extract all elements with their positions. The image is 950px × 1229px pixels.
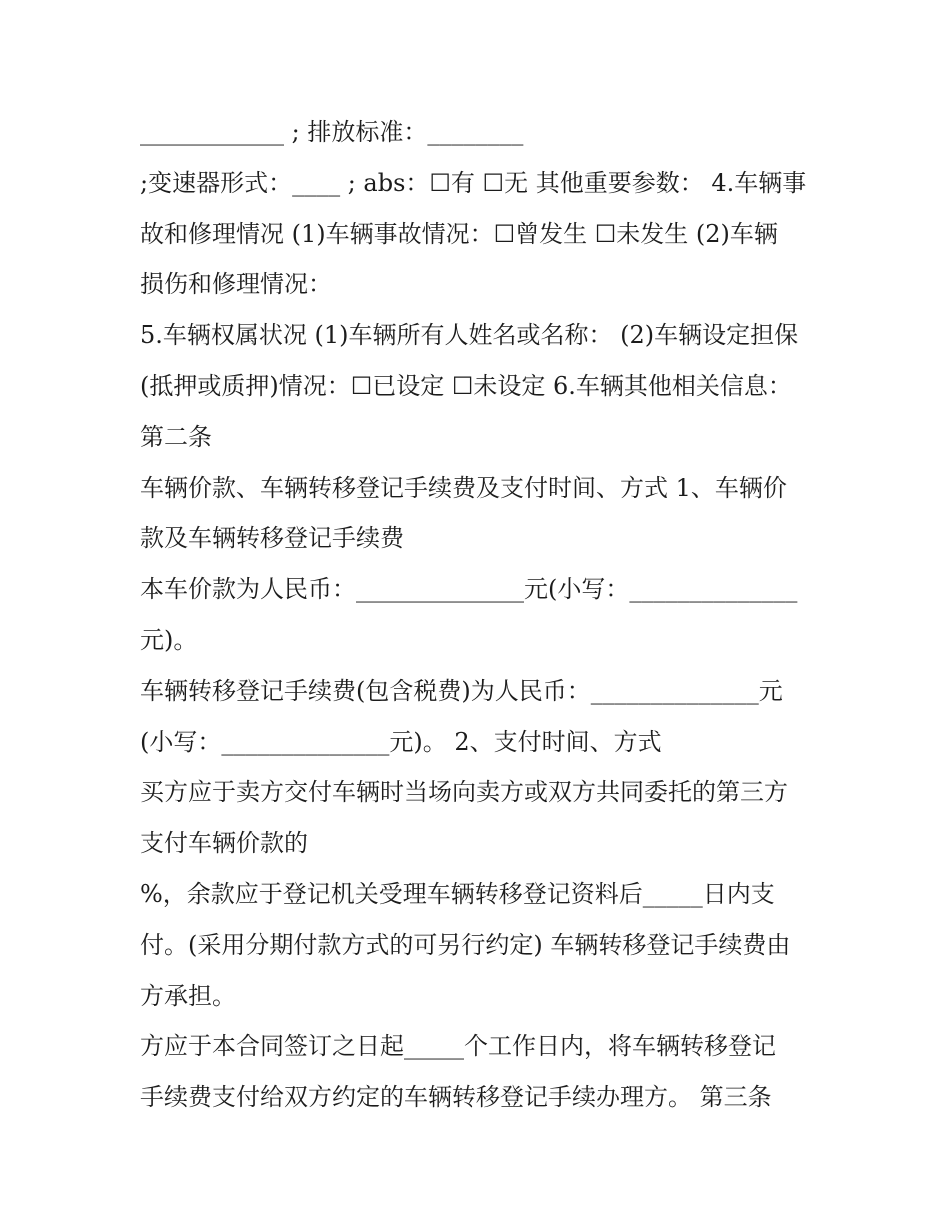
text-line: 付。(采用分期付款方式的可另行约定) 车辆转移登记手续费由 <box>140 930 791 959</box>
text-line: 损伤和修理情况： <box>140 270 332 299</box>
text-line: 方应于本合同签订之日起_____个工作日内，将车辆转移登记 <box>140 1032 776 1061</box>
contract-text <box>140 107 820 1123</box>
text-line: 买方应于卖方交付车辆时当场向卖方或双方共同委托的第三方 <box>140 778 788 807</box>
text-line: 本车价款为人民币：______________元(小写：______________ <box>140 575 798 604</box>
text-line: 款及车辆转移登记手续费 <box>140 524 404 553</box>
text-line: 车辆价款、车辆转移登记手续费及支付时间、方式 1、车辆价 <box>140 473 787 502</box>
text-line: 方承担。 <box>140 981 236 1010</box>
text-line: 故和修理情况 (1)车辆事故情况：☐曾发生 ☐未发生 (2)车辆 <box>140 219 778 248</box>
text-line: (抵押或质押)情况：☐已设定 ☐未设定 6.车辆其他相关信息： <box>140 371 792 400</box>
text-line: 5.车辆权属状况 (1)车辆所有人姓名或名称： (2)车辆设定担保 <box>140 321 799 350</box>
text-line: (小写：______________元)。 2、支付时间、方式 <box>140 727 662 756</box>
section-heading: 第二条 <box>140 422 212 451</box>
text-line: ;变速器形式：____ ; abs：☐有 ☐无 其他重要参数： 4.车辆事 <box>140 168 807 197</box>
text-line: %，余款应于登记机关受理车辆转移登记资料后_____日内支 <box>140 879 775 908</box>
text-line: 元)。 <box>140 625 198 654</box>
text-line: 支付车辆价款的 <box>140 829 308 858</box>
text-line: 车辆转移登记手续费(包含税费)为人民币：______________元 <box>140 676 783 705</box>
text-line: ____________ ; 排放标准：________ <box>140 118 524 146</box>
text-line: 手续费支付给双方约定的车辆转移登记手续办理方。 第三条 <box>140 1083 772 1112</box>
